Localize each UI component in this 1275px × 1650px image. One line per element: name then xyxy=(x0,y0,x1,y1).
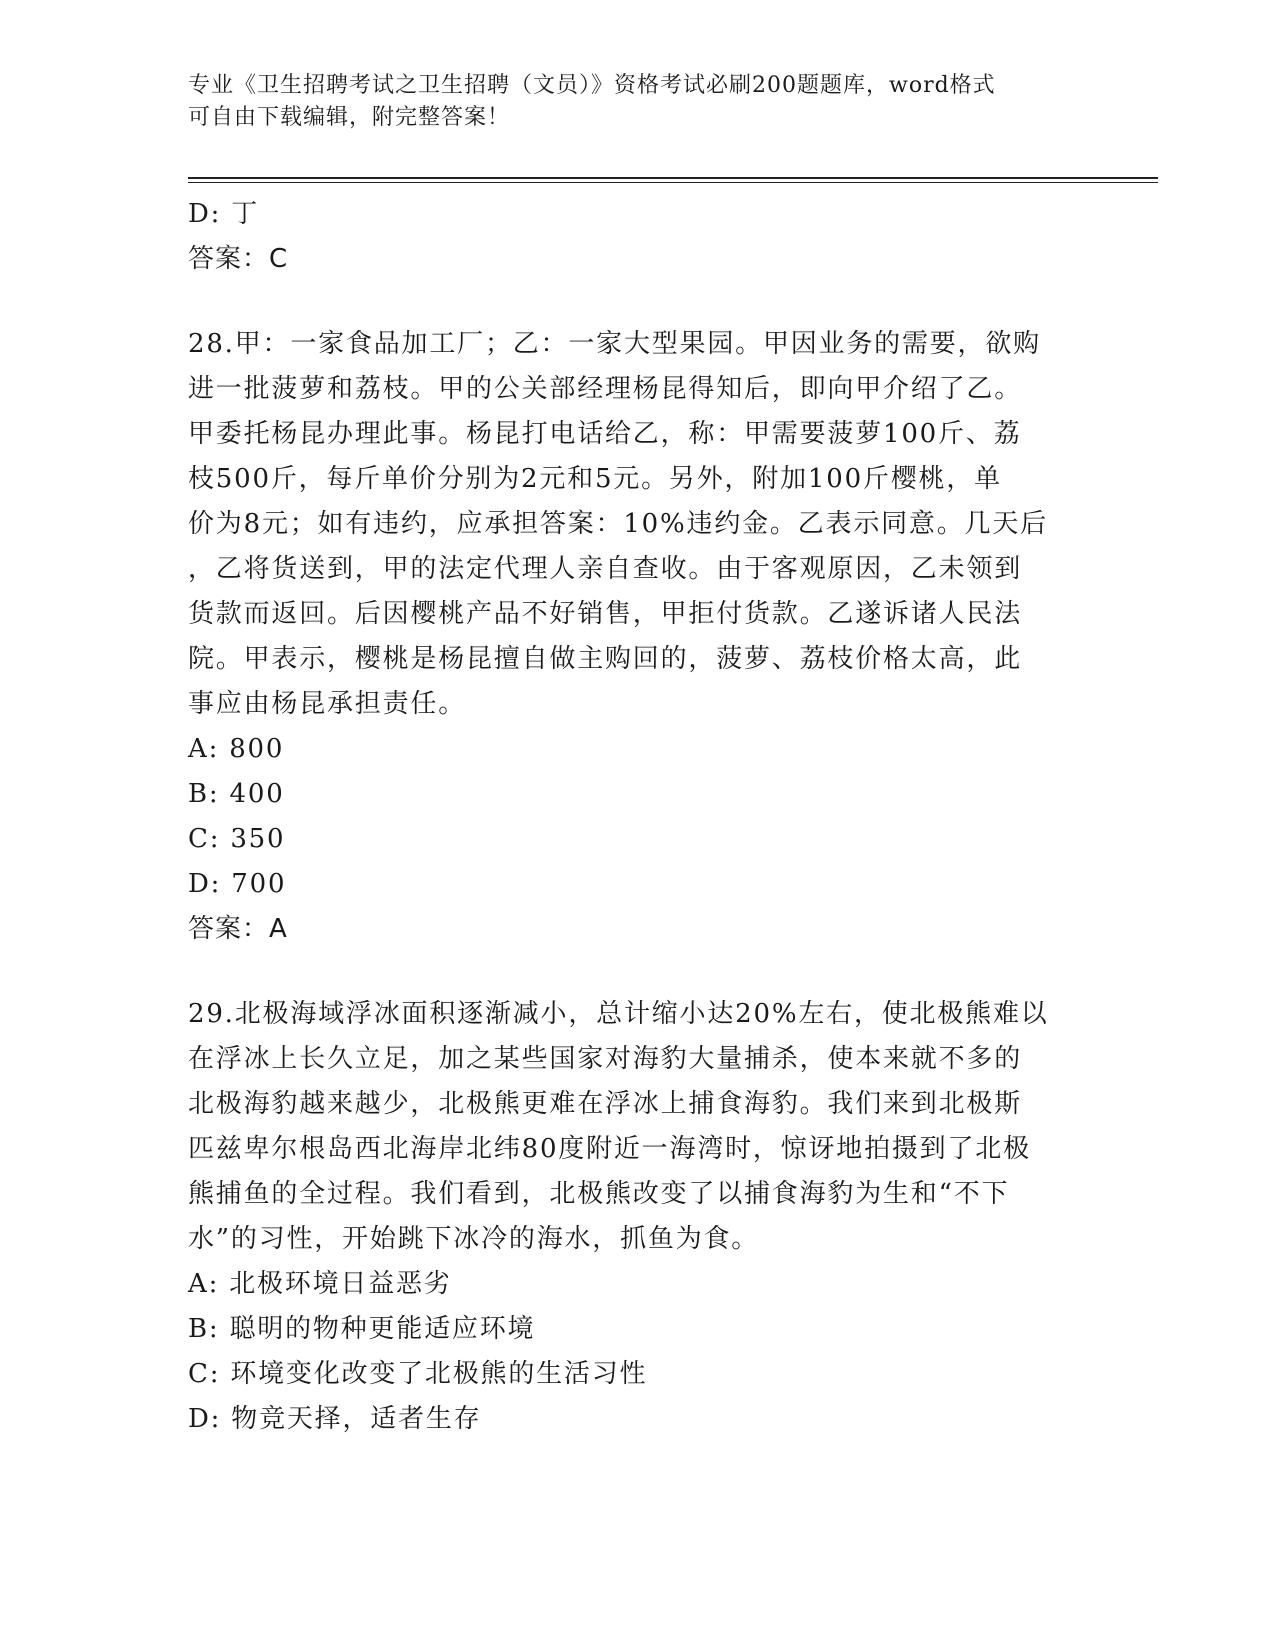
q29-line: 在浮冰上长久立足，加之某些国家对海豹大量捕杀，使本来就不多的 xyxy=(188,1044,1023,1074)
header-divider-thick xyxy=(188,177,1158,179)
q28-line: 进一批菠萝和荔枝。甲的公关部经理杨昆得知后，即向甲介绍了乙。 xyxy=(188,374,1023,404)
prev-answer: 答案：C xyxy=(188,244,289,274)
q28-option-d: D: 700 xyxy=(188,869,287,899)
q29-option-c: C: 环境变化改变了北极熊的生活习性 xyxy=(188,1359,648,1389)
q29-line: 29.北极海域浮冰面积逐渐减小，总计缩小达20%左右，使北极熊难以 xyxy=(188,999,1049,1029)
q29-option-b: B: 聪明的物种更能适应环境 xyxy=(188,1314,536,1344)
q28-option-c: C: 350 xyxy=(188,824,286,854)
q29-option-d: D: 物竞天择，适者生存 xyxy=(188,1404,482,1434)
header-line-1: 专业《卫生招聘考试之卫生招聘（文员）》资格考试必刷200题题库，word格式 xyxy=(188,73,996,98)
q28-line: 28.甲：一家食品加工厂；乙：一家大型果园。甲因业务的需要，欲购 xyxy=(188,329,1041,359)
q29-line: 水”的习性，开始跳下冰冷的海水，抓鱼为食。 xyxy=(188,1224,760,1254)
header-divider-thin xyxy=(188,182,1158,183)
q28-line: 甲委托杨昆办理此事。杨昆打电话给乙，称：甲需要菠萝100斤、荔 xyxy=(188,419,1022,449)
q28-line: 院。甲表示，樱桃是杨昆擅自做主购回的，菠萝、荔枝价格太高，此 xyxy=(188,644,1023,674)
q28-line: 货款而返回。后因樱桃产品不好销售，甲拒付货款。乙遂诉诸人民法 xyxy=(188,599,1023,629)
q28-line: 枝500斤，每斤单价分别为2元和5元。另外，附加100斤樱桃，单 xyxy=(188,464,1002,494)
q28-line: 事应由杨昆承担责任。 xyxy=(188,689,467,719)
document-header xyxy=(188,70,1088,134)
q28-answer: 答案：A xyxy=(188,914,288,944)
header-line-2: 可自由下载编辑，附完整答案！ xyxy=(188,105,511,130)
question-28 xyxy=(188,322,1088,952)
q28-line: ，乙将货送到，甲的法定代理人亲自查收。由于客观原因，乙未领到 xyxy=(188,554,1023,584)
q28-option-b: B: 400 xyxy=(188,779,285,809)
q28-line: 价为8元；如有违约，应承担答案：10%违约金。乙表示同意。几天后 xyxy=(188,509,1048,539)
q29-line: 匹兹卑尔根岛西北海岸北纬80度附近一海湾时，惊讶地拍摄到了北极 xyxy=(188,1134,1031,1164)
prev-option-d: D: 丁 xyxy=(188,199,260,229)
document-body xyxy=(188,192,1088,1442)
q29-option-a: A: 北极环境日益恶劣 xyxy=(188,1269,452,1299)
q29-line: 熊捕鱼的全过程。我们看到，北极熊改变了以捕食海豹为生和“不下 xyxy=(188,1179,1010,1209)
q28-option-a: A: 800 xyxy=(188,734,285,764)
question-29 xyxy=(188,992,1088,1442)
q29-line: 北极海豹越来越少，北极熊更难在浮冰上捕食海豹。我们来到北极斯 xyxy=(188,1089,1023,1119)
